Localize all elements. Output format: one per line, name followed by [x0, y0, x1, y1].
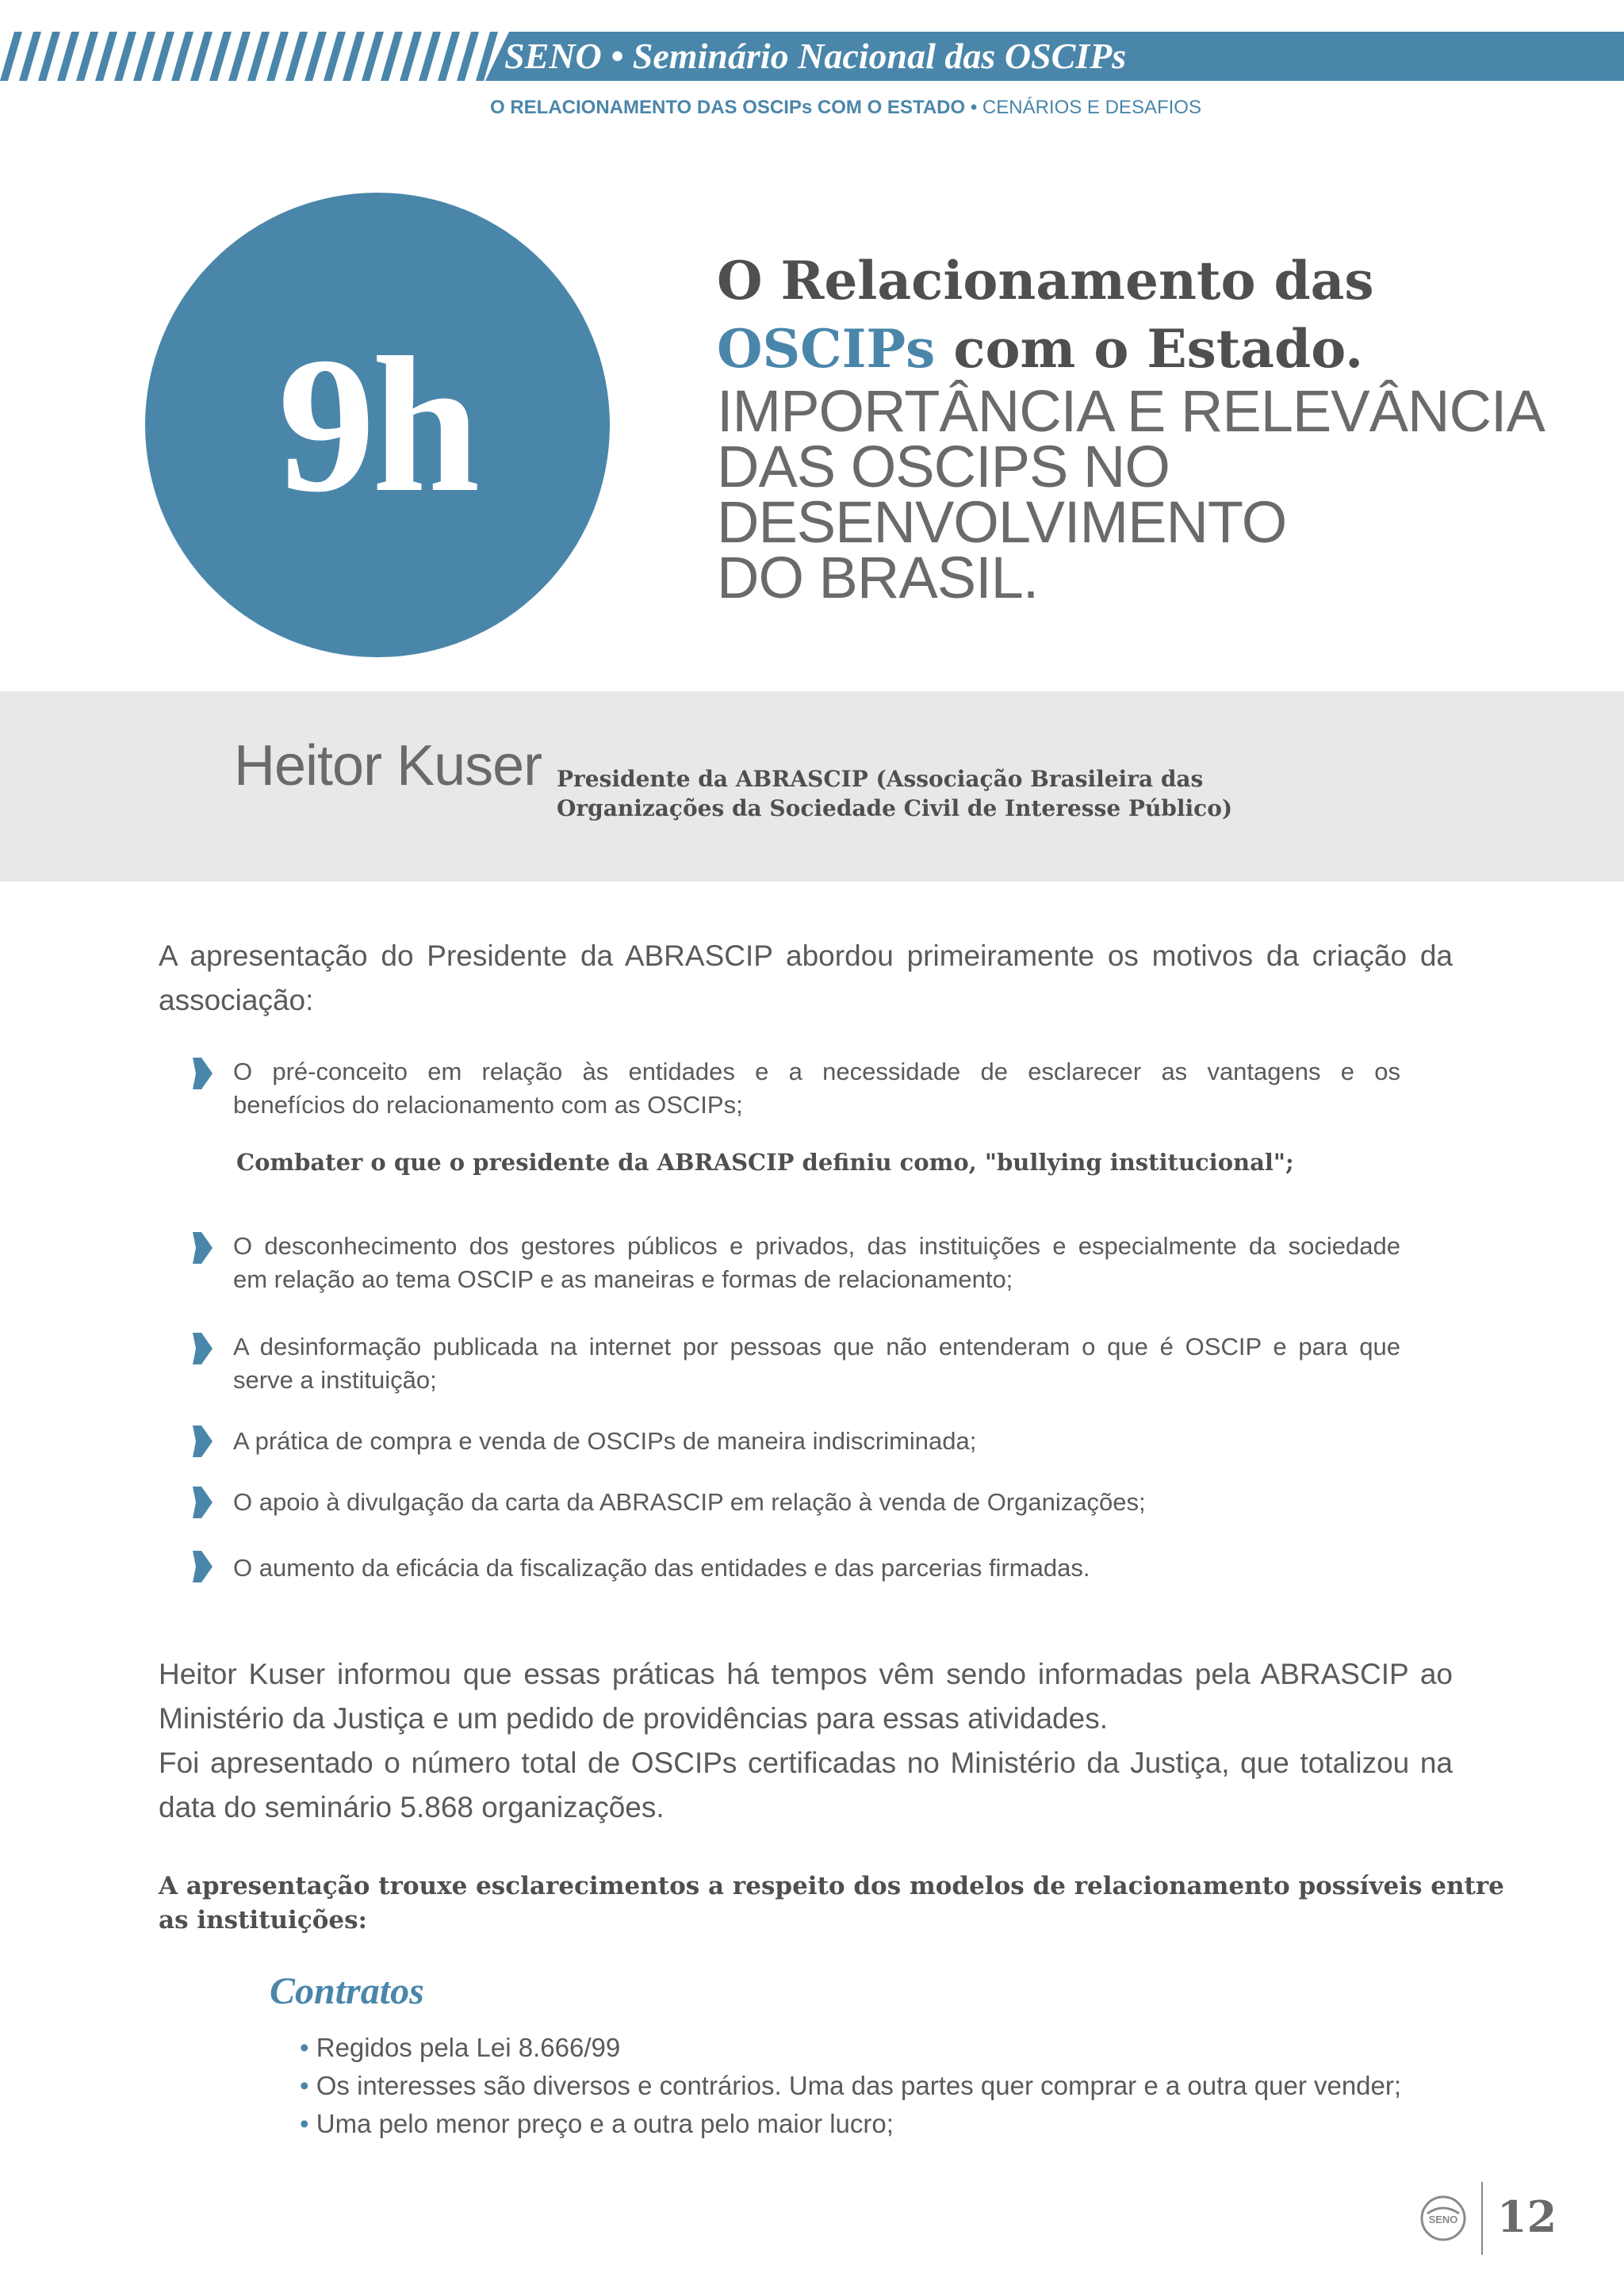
- stripe: [228, 32, 251, 81]
- bullet-line: O pré-conceito em relação às entidades e a necessidade de esclarecer as vantagens e os: [233, 1058, 1400, 1085]
- speaker-name: Heitor Kuser: [234, 734, 542, 798]
- bullet-item: [233, 1552, 1400, 1585]
- diagonal-stripes-icon: [0, 32, 508, 81]
- summary-line: Heitor Kuser informou que essas práticas há tempos vêm sendo informadas pela ABRASCIP ao: [159, 1658, 1453, 1690]
- session-subtitle-line: DO BRASIL.: [717, 545, 1039, 610]
- contratos-item: [300, 2030, 620, 2066]
- stripe: [343, 32, 365, 81]
- bullet-line: O apoio à divulgação da carta da ABRASCIP em relação à venda de Organizações;: [233, 1488, 1146, 1516]
- summary-line: Foi apresentado o número total de OSCIPs certificadas no Ministério da Justiça, que totalizou na: [159, 1747, 1453, 1779]
- bullet-item: [233, 1486, 1400, 1519]
- speaker-role-line: Presidente da ABRASCIP (Associação Brasileira das: [557, 766, 1204, 792]
- header-title: SENO • Seminário Nacional das OSCIPs: [504, 36, 1127, 76]
- models-intro-line: A apresentação trouxe esclarecimentos a respeito dos modelos de relacionamento possíveis entre: [159, 1872, 1504, 1900]
- stripe: [114, 32, 136, 81]
- session-subtitle: [717, 378, 1545, 610]
- stripe: [19, 32, 41, 81]
- header-subtitle: [490, 97, 1201, 119]
- stripe: [171, 32, 193, 81]
- stripe: [381, 32, 403, 81]
- bullet-line: serve a instituição;: [233, 1366, 437, 1394]
- speaker-role-line: Organizações da Sociedade Civil de Interesse Público): [557, 795, 1233, 821]
- logo-text: SENO: [1428, 2214, 1458, 2225]
- stripe: [57, 32, 79, 81]
- session-time: 9h: [278, 317, 477, 532]
- intro-paragraph: [159, 934, 1453, 1023]
- session-subtitle-line: DAS OSCIPS NO: [717, 434, 1170, 499]
- bullet-dot-icon: •: [300, 2071, 309, 2100]
- bullet-item: [233, 1055, 1400, 1122]
- combat-statement: Combater o que o presidente da ABRASCIP definiu como, "bullying institucional";: [236, 1149, 1294, 1176]
- models-intro-line: as instituições:: [159, 1906, 368, 1934]
- session-subtitle-line: DESENVOLVIMENTO: [717, 489, 1287, 555]
- seno-logo-icon: [1419, 2195, 1467, 2242]
- stripe: [266, 32, 289, 81]
- models-intro: [159, 1869, 1504, 1938]
- bullet-item: [233, 1230, 1400, 1296]
- bullet-dot-icon: •: [300, 2109, 309, 2138]
- contratos-item-text: Os interesses são diversos e contrários. Uma das partes quer comprar e a outra quer vender;: [316, 2071, 1402, 2100]
- bullet-line: O aumento da eficácia da fiscalização das entidades e das parcerias firmadas.: [233, 1554, 1090, 1582]
- arrow-right-icon: [190, 1331, 214, 1366]
- stripe: [419, 32, 441, 81]
- bullet-line: em relação ao tema OSCIP e as maneiras e formas de relacionamento;: [233, 1265, 1013, 1293]
- session-subtitle-line: IMPORTÂNCIA E RELEVÂNCIA: [717, 378, 1545, 444]
- bullet-line: A prática de compra e venda de OSCIPs de maneira indiscriminada;: [233, 1427, 977, 1455]
- arrow-right-icon: [190, 1424, 214, 1459]
- stripe: [95, 32, 117, 81]
- session-title-accent: OSCIPs: [717, 318, 936, 380]
- stripe: [0, 32, 22, 81]
- stripe: [209, 32, 232, 81]
- arrow-right-icon: [190, 1230, 214, 1265]
- summary-paragraph: [159, 1652, 1453, 1830]
- bullet-line: A desinformação publicada na internet por pessoas que não entenderam o que é OSCIP e para que: [233, 1333, 1400, 1360]
- arrow-right-icon: [190, 1056, 214, 1091]
- footer-separator: [1481, 2182, 1483, 2255]
- stripe: [247, 32, 270, 81]
- contratos-item: [300, 2068, 1401, 2104]
- bullet-line: O desconhecimento dos gestores públicos e privados, das instituições e especialmente da sociedade: [233, 1232, 1400, 1260]
- session-title-line1: O Relacionamento das: [717, 250, 1374, 312]
- stripe: [38, 32, 60, 81]
- stripe: [190, 32, 213, 81]
- page-number: 12: [1497, 2191, 1557, 2242]
- stripe: [133, 32, 155, 81]
- intro-line: A apresentação do Presidente da ABRASCIP abordou primeiramente os motivos da criação da: [159, 939, 1453, 972]
- session-title-rest: com o Estado.: [935, 318, 1364, 380]
- arrow-right-icon: [190, 1549, 214, 1584]
- header-subtitle-light: CENÁRIOS E DESAFIOS: [977, 97, 1201, 118]
- stripe: [362, 32, 384, 81]
- stripe: [400, 32, 422, 81]
- stripe: [457, 32, 479, 81]
- header-subtitle-bold: O RELACIONAMENTO DAS OSCIPs COM O ESTADO •: [490, 97, 978, 118]
- stripe: [438, 32, 460, 81]
- stripe: [285, 32, 308, 81]
- bullet-dot-icon: •: [300, 2033, 309, 2062]
- stripe: [304, 32, 327, 81]
- stripe: [76, 32, 98, 81]
- speaker-role: [557, 764, 1232, 823]
- contratos-title: Contratos: [270, 1970, 424, 2012]
- bullet-line: benefícios do relacionamento com as OSCIPs;: [233, 1091, 743, 1119]
- bullet-item: [233, 1425, 1400, 1458]
- summary-line: Ministério da Justiça e um pedido de providências para essas atividades.: [159, 1702, 1108, 1735]
- contratos-item-text: Uma pelo menor preço e a outra pelo maior lucro;: [316, 2109, 894, 2138]
- stripe: [152, 32, 174, 81]
- arrow-right-icon: [190, 1485, 214, 1520]
- contratos-item-text: Regidos pela Lei 8.666/99: [316, 2033, 621, 2062]
- summary-line: data do seminário 5.868 organizações.: [159, 1791, 665, 1823]
- bullet-item: [233, 1330, 1400, 1397]
- stripe: [324, 32, 346, 81]
- contratos-item: [300, 2106, 894, 2142]
- session-title-line2: [717, 316, 1363, 382]
- intro-line: associação:: [159, 984, 314, 1016]
